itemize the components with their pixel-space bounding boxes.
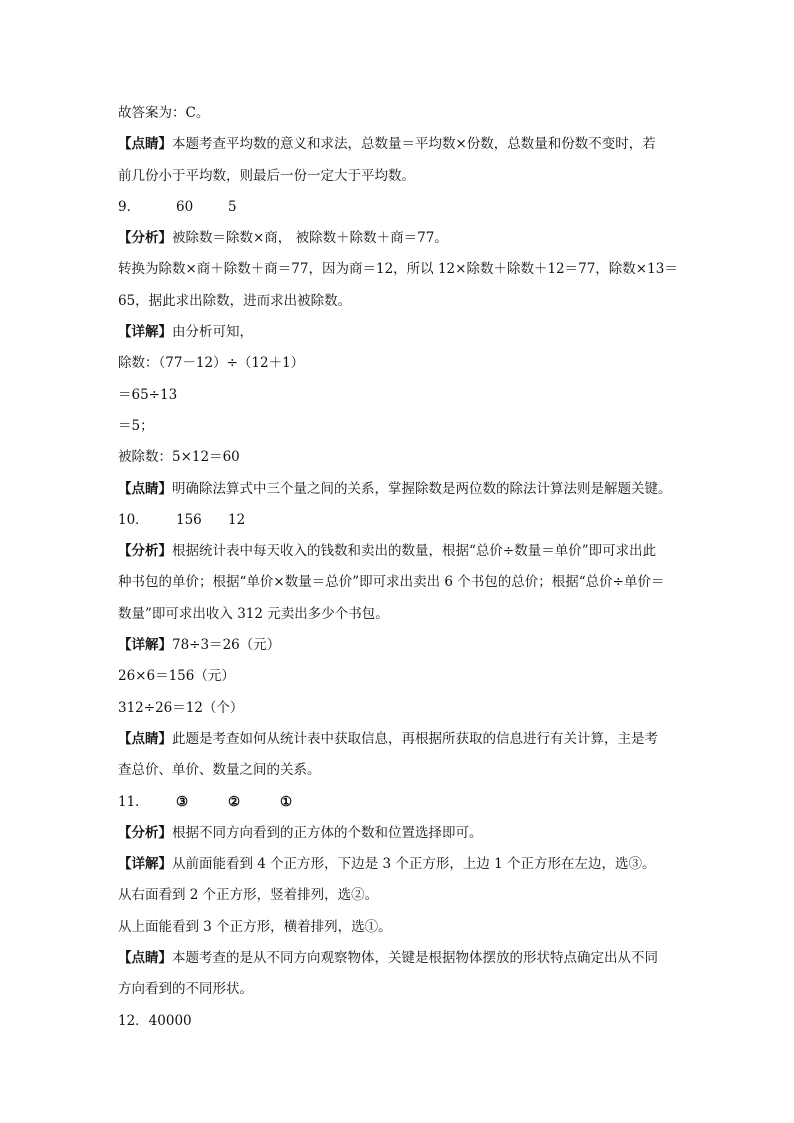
section-tag: 【点睛】 bbox=[118, 730, 172, 747]
section-tag: 【详解】 bbox=[118, 856, 172, 873]
text-line: 查总价、单价、数量之间的关系。 bbox=[118, 762, 321, 779]
annotated-line bbox=[118, 818, 678, 849]
question-number: 9． bbox=[118, 198, 141, 215]
line-text: 由分析可知， bbox=[172, 324, 253, 341]
annotated-line bbox=[118, 849, 678, 880]
text-line: 种书包的单价；根据“单价×数量＝总价”即可求出卖出 6 个书包的总价；根据“总价÷单价＝ bbox=[118, 574, 665, 591]
line-text: 78÷3＝26（元） bbox=[172, 637, 281, 654]
answer-value: ① bbox=[280, 793, 293, 810]
annotated-line bbox=[118, 223, 678, 254]
answer-value: 5 bbox=[228, 198, 237, 215]
question-number: 11． bbox=[118, 793, 149, 810]
annotated-line bbox=[118, 724, 678, 755]
answer-value: ② bbox=[228, 793, 241, 810]
annotated-line bbox=[118, 474, 678, 505]
section-tag: 【详解】 bbox=[118, 637, 172, 654]
text-line: 前几份小于平均数，则最后一份一定大于平均数。 bbox=[118, 167, 415, 184]
line-text: 本题考查平均数的意义和求法，总数量＝平均数×份数，总数量和份数不变时，若 bbox=[172, 136, 656, 153]
text-line: 转换为除数×商＋除数＋商＝77，因为商＝12，所以 12×除数＋除数＋12＝77，除数×13＝ bbox=[118, 261, 678, 278]
annotated-line bbox=[118, 536, 678, 567]
section-tag: 【点睛】 bbox=[118, 950, 172, 967]
annotated-line bbox=[118, 317, 678, 348]
section-tag: 【分析】 bbox=[118, 230, 172, 247]
answer-value: 12 bbox=[228, 511, 246, 528]
text-line: 数量”即可求出收入 312 元卖出多少个书包。 bbox=[118, 605, 389, 622]
line-text: 本题考查的是从不同方向观察物体，关键是根据物体摆放的形状特点确定出从不同 bbox=[172, 950, 658, 967]
annotated-line bbox=[118, 129, 678, 160]
annotated-line bbox=[118, 943, 678, 974]
text-line: 从上面能看到 3 个正方形，横着排列，选①。 bbox=[118, 918, 392, 935]
text-line: 故答案为：C。 bbox=[118, 105, 210, 121]
question-answer-line bbox=[118, 787, 678, 818]
answer-value: ③ bbox=[176, 793, 189, 810]
section-tag: 【点睛】 bbox=[118, 480, 172, 497]
line-text: 被除数＝除数×商， 被除数＋除数＋商＝77。 bbox=[172, 230, 448, 247]
answer-value: 60 bbox=[176, 198, 194, 215]
section-tag: 【详解】 bbox=[118, 324, 172, 341]
text-line: 12．40000 bbox=[118, 1012, 192, 1029]
line-text: 明确除法算式中三个量之间的关系，掌握除数是两位数的除法计算法则是解题关键。 bbox=[172, 480, 672, 497]
line-text: 根据不同方向看到的正方体的个数和位置选择即可。 bbox=[172, 824, 483, 841]
text-line: ＝65÷13 bbox=[118, 386, 178, 403]
answer-explanation-content bbox=[118, 98, 678, 1037]
section-tag: 【分析】 bbox=[118, 824, 172, 841]
question-number: 10． bbox=[118, 511, 149, 528]
text-line: 方向看到的不同形状。 bbox=[118, 981, 253, 998]
question-answer-line bbox=[118, 505, 678, 536]
text-line: 从右面看到 2 个正方形，竖着排列，选②。 bbox=[118, 887, 379, 904]
text-line: 除数：（77－12）÷（12＋1） bbox=[118, 355, 305, 372]
annotated-line bbox=[118, 630, 678, 661]
answer-value: 156 bbox=[176, 511, 202, 528]
text-line: 65，据此求出除数，进而求出被除数。 bbox=[118, 292, 352, 309]
text-line: ＝5； bbox=[118, 417, 154, 434]
text-line: 312÷26＝12（个） bbox=[118, 699, 244, 716]
question-answer-line bbox=[118, 192, 678, 223]
line-text: 根据统计表中每天收入的钱数和卖出的数量，根据“总价÷数量＝单价”即可求出此 bbox=[172, 543, 657, 560]
text-line: 26×6＝156（元） bbox=[118, 668, 235, 685]
section-tag: 【分析】 bbox=[118, 543, 172, 560]
text-line: 被除数：5×12＝60 bbox=[118, 449, 240, 466]
line-text: 从前面能看到 4 个正方形，下边是 3 个正方形，上边 1 个正方形在左边，选③。 bbox=[172, 856, 656, 873]
section-tag: 【点睛】 bbox=[118, 136, 172, 153]
line-text: 此题是考查如何从统计表中获取信息，再根据所获取的信息进行有关计算，主是考 bbox=[172, 730, 658, 747]
